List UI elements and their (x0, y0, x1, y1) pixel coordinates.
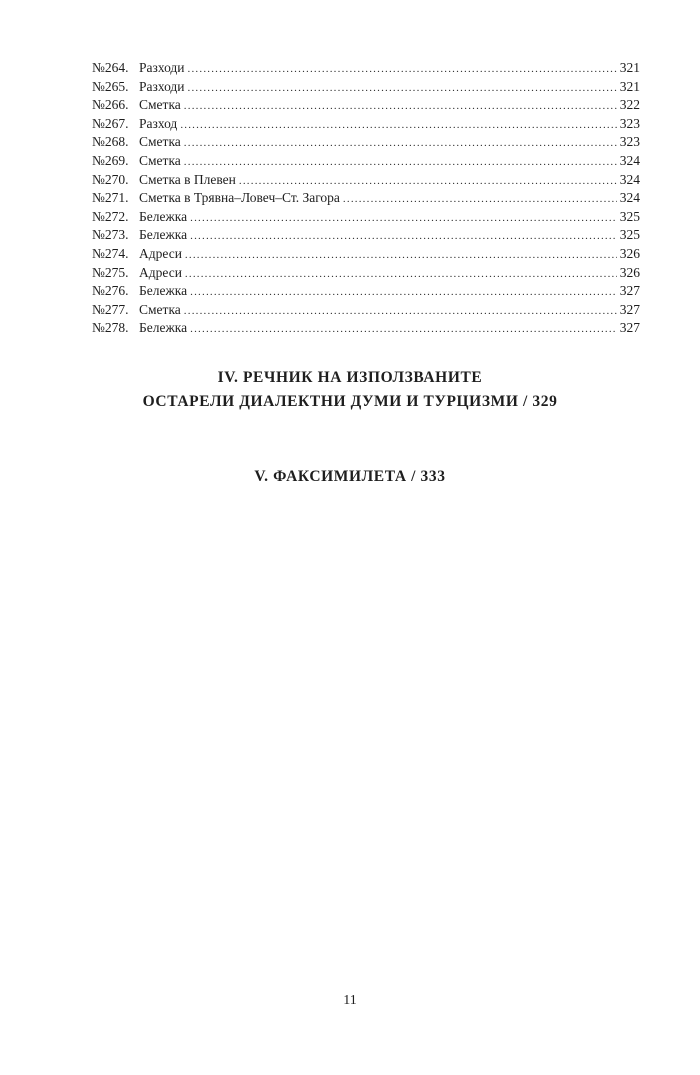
toc-entry-page: 323 (619, 134, 640, 150)
section-heading-iv-line1: IV. РЕЧНИК НА ИЗПОЛЗВАНИТЕ (217, 369, 483, 386)
dot-leader (185, 265, 617, 284)
toc-entry-title: Бележка (139, 227, 188, 243)
toc-entry (92, 208, 640, 227)
table-of-contents (92, 59, 640, 338)
toc-entry-number: №265. (92, 78, 129, 94)
toc-entry-title: Сметка (139, 97, 181, 113)
toc-entry-page: 327 (619, 320, 640, 336)
toc-entry-number: №277. (92, 301, 129, 317)
toc-entry-number: №270. (92, 171, 129, 187)
toc-entry-number: №273. (92, 227, 129, 243)
toc-entry (92, 319, 640, 338)
dot-leader (190, 320, 617, 339)
dot-leader (184, 302, 617, 321)
toc-entry-page: 324 (619, 171, 640, 187)
toc-entry (92, 152, 640, 171)
toc-entry-page: 326 (619, 264, 640, 280)
dot-leader (190, 209, 617, 228)
toc-entry (92, 96, 640, 115)
section-heading-iv (0, 366, 700, 414)
toc-entry (92, 301, 640, 320)
toc-entry-title: Сметка (139, 134, 181, 150)
toc-entry-number: №271. (92, 190, 129, 206)
toc-entry-title: Разходи (139, 60, 185, 75)
toc-entry (92, 264, 640, 283)
toc-entry-title: Разходи (139, 78, 185, 94)
toc-entry-page: 327 (619, 283, 640, 299)
toc-entry (92, 115, 640, 134)
toc-entry-title: Бележка (139, 320, 188, 336)
toc-entry-number: №269. (92, 152, 129, 168)
toc-entry-number: №272. (92, 208, 129, 224)
toc-entry-title: Бележка (139, 283, 188, 299)
toc-entry (92, 189, 640, 208)
dot-leader (184, 134, 617, 153)
section-heading-iv-line2: ОСТАРЕЛИ ДИАЛЕКТНИ ДУМИ И ТУРЦИЗМИ / 329 (142, 393, 558, 410)
toc-entry-page: 321 (619, 60, 640, 75)
dot-leader (185, 246, 617, 265)
toc-entry-title: Сметка в Плевен (139, 171, 236, 187)
toc-entry-page: 325 (619, 208, 640, 224)
toc-entry-title: Сметка в Трявна–Ловеч–Ст. Загора (139, 190, 340, 206)
dot-leader (180, 116, 616, 135)
toc-entry-page: 325 (619, 227, 640, 243)
toc-entry-page: 324 (619, 152, 640, 168)
dot-leader (190, 283, 617, 302)
dot-leader (343, 190, 617, 209)
dot-leader (188, 60, 617, 79)
dot-leader (239, 172, 617, 191)
toc-entry-title: Разход (139, 115, 178, 131)
toc-entry-title: Адреси (139, 245, 182, 261)
toc-entry-number: №275. (92, 264, 129, 280)
toc-entry (92, 226, 640, 245)
toc-entry-title: Адреси (139, 264, 182, 280)
page-number: 11 (343, 993, 357, 1008)
toc-entry-number: №276. (92, 283, 129, 299)
toc-entry (92, 171, 640, 190)
toc-entry-title: Сметка (139, 301, 181, 317)
dot-leader (190, 227, 617, 246)
toc-entry-title: Сметка (139, 152, 181, 168)
toc-entry-title: Бележка (139, 208, 188, 224)
dot-leader (184, 153, 617, 172)
toc-entry-number: №264. (92, 60, 129, 75)
dot-leader (188, 79, 617, 98)
toc-entry-page: 327 (619, 301, 640, 317)
toc-entry (92, 245, 640, 264)
toc-entry-page: 326 (619, 245, 640, 261)
toc-entry-number: №266. (92, 97, 129, 113)
toc-entry-page: 322 (619, 97, 640, 113)
toc-entry-page: 321 (619, 78, 640, 94)
section-heading-v: V. ФАКСИМИЛЕТА / 333 (254, 468, 446, 485)
toc-entry (92, 133, 640, 152)
toc-entry-page: 323 (619, 115, 640, 131)
toc-entry-number: №267. (92, 115, 129, 131)
toc-entry (92, 78, 640, 97)
toc-entry-number: №278. (92, 320, 129, 336)
dot-leader (184, 97, 617, 116)
toc-entry-page: 324 (619, 190, 640, 206)
toc-entry-number: №274. (92, 245, 129, 261)
toc-entry (92, 59, 640, 78)
toc-entry (92, 282, 640, 301)
toc-entry-number: №268. (92, 134, 129, 150)
